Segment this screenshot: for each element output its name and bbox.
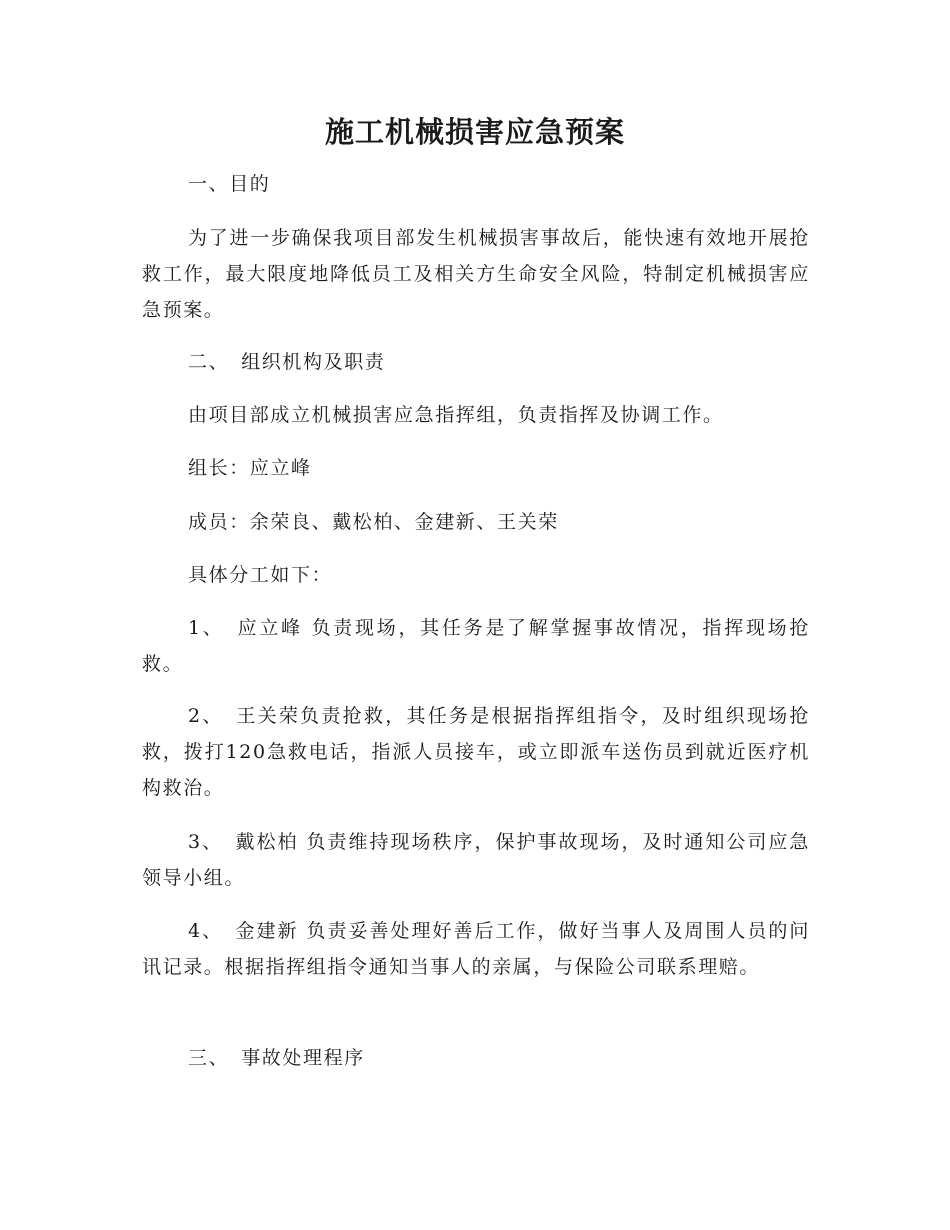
duty-number: 3、: [188, 831, 224, 853]
duty-text: 应立峰 负责现场，其任务是了解掌握事故情况，指挥现场抢救。: [142, 617, 810, 675]
duty-text: 王关荣负责抢救，其任务是根据指挥组指令，及时组织现场抢救，拨打120急救电话，指派人员接车，或立即派车送伤员到就近医疗机构救治。: [142, 705, 810, 799]
paragraph-organization: 由项目部成立机械损害应急指挥组，负责指挥及协调工作。: [188, 404, 724, 426]
duty-number: 4、: [188, 920, 224, 942]
section-heading-organization: [142, 344, 810, 380]
duty-item: [142, 610, 810, 682]
duty-number: 1、: [188, 617, 225, 639]
section-heading-text: 组织机构及职责: [241, 351, 386, 373]
duty-number: 2、: [188, 705, 224, 727]
section-number: 二、: [188, 351, 230, 373]
paragraph-division: 具体分工如下：: [188, 564, 333, 586]
section-number: 三、: [188, 1047, 230, 1069]
duty-item: [142, 913, 810, 985]
duty-text: 金建新 负责妥善处理好善后工作，做好当事人及周围人员的问讯记录。根据指挥组指令通知当事人的亲属，与保险公司联系理赔。: [142, 920, 811, 978]
section-heading-purpose: 一、目的: [188, 173, 271, 195]
section-heading-text: 事故处理程序: [241, 1047, 365, 1069]
duty-item: [142, 824, 810, 896]
section-heading-procedure: [142, 1040, 810, 1076]
duty-item: [142, 698, 810, 806]
paragraph-purpose: 为了进一步确保我项目部发生机械损害事故后，能快速有效地开展抢救工作，最大限度地降低员工及相关方生命安全风险，特制定机械损害应急预案。: [142, 227, 810, 321]
document-title: 施工机械损害应急预案: [324, 115, 625, 149]
paragraph-members: 成员：余荣良、戴松柏、金建新、王关荣: [188, 511, 559, 533]
duty-text: 戴松柏 负责维持现场秩序，保护事故现场，及时通知公司应急领导小组。: [142, 831, 811, 889]
paragraph-leader: 组长：应立峰: [188, 457, 312, 479]
